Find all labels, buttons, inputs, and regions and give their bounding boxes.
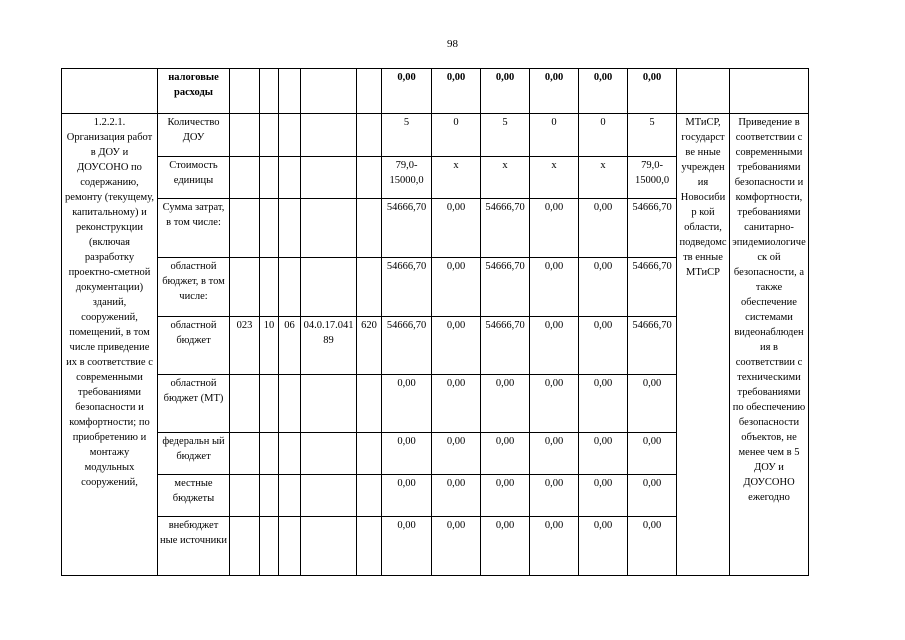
value-cell: 0,00 (628, 375, 677, 433)
value-cell: 54666,70 (481, 258, 530, 317)
value-cell: 0,00 (530, 69, 579, 114)
code-cell (301, 258, 357, 317)
code-cell (301, 114, 357, 157)
code-cell (279, 475, 301, 517)
code-cell (357, 69, 382, 114)
code-cell (301, 69, 357, 114)
value-cell: 0,00 (579, 517, 628, 576)
code-cell (260, 69, 279, 114)
value-cell: 54666,70 (382, 258, 432, 317)
value-cell: 54666,70 (481, 199, 530, 258)
value-cell: 0,00 (382, 375, 432, 433)
value-cell: 0,00 (628, 517, 677, 576)
value-cell: 0,00 (481, 69, 530, 114)
value-cell: 0,00 (579, 199, 628, 258)
code-cell (357, 157, 382, 199)
code-cell (260, 475, 279, 517)
code-cell (301, 199, 357, 258)
value-cell: 0,00 (432, 433, 481, 475)
code-cell (230, 199, 260, 258)
row-label: внебюджет ные источники (158, 517, 230, 576)
tax-expenses-row (62, 69, 905, 114)
code-cell (230, 114, 260, 157)
value-cell: 0,00 (579, 258, 628, 317)
executor-cell: МТиСР, государстве нные учреждения Новосибир кой области, подведомств енные МТиСР (677, 114, 730, 576)
value-cell: 0,00 (530, 517, 579, 576)
value-cell: 0,00 (481, 433, 530, 475)
row-label: областной бюджет (158, 317, 230, 375)
value-cell: 0,00 (530, 375, 579, 433)
code-cell (301, 475, 357, 517)
row-label-tax: налоговые расходы (158, 69, 230, 114)
value-cell: 0,00 (579, 475, 628, 517)
code-cell (279, 199, 301, 258)
value-cell: 54666,70 (628, 199, 677, 258)
code-cell (260, 199, 279, 258)
value-cell: 5 (481, 114, 530, 157)
value-cell: 79,0-15000,0 (382, 157, 432, 199)
code-cell (301, 375, 357, 433)
value-cell: 0,00 (579, 375, 628, 433)
code-cell (279, 69, 301, 114)
code-cell: 620 (357, 317, 382, 375)
value-cell: 0,00 (432, 258, 481, 317)
value-cell: x (432, 157, 481, 199)
code-cell (260, 433, 279, 475)
code-cell (230, 475, 260, 517)
value-cell: 0,00 (432, 517, 481, 576)
code-cell (301, 157, 357, 199)
value-cell: 0,00 (481, 375, 530, 433)
value-cell: 54666,70 (628, 258, 677, 317)
code-cell (357, 433, 382, 475)
code-cell (230, 69, 260, 114)
row-label: Количество ДОУ (158, 114, 230, 157)
code-cell (279, 517, 301, 576)
value-cell: 0,00 (530, 475, 579, 517)
value-cell: 54666,70 (628, 317, 677, 375)
value-cell: 5 (628, 114, 677, 157)
value-cell: 0,00 (382, 475, 432, 517)
value-cell: 79,0-15000,0 (628, 157, 677, 199)
code-cell (230, 375, 260, 433)
empty-cell (730, 69, 809, 114)
value-cell: 0,00 (432, 199, 481, 258)
value-cell: 54666,70 (382, 199, 432, 258)
code-cell (260, 517, 279, 576)
value-cell: 5 (382, 114, 432, 157)
empty-cell (62, 69, 158, 114)
value-cell: 54666,70 (382, 317, 432, 375)
value-cell: 0,00 (530, 317, 579, 375)
value-cell: 0,00 (579, 69, 628, 114)
value-cell: 0,00 (579, 433, 628, 475)
row-label: федеральн ый бюджет (158, 433, 230, 475)
code-cell: 04.0.17.04189 (301, 317, 357, 375)
empty-cell (677, 69, 730, 114)
value-cell: 0,00 (382, 517, 432, 576)
value-cell: 0,00 (530, 258, 579, 317)
value-cell: 0 (432, 114, 481, 157)
code-cell: 023 (230, 317, 260, 375)
value-cell: 0,00 (432, 69, 481, 114)
value-cell: 0,00 (481, 475, 530, 517)
code-cell (357, 114, 382, 157)
value-cell: 0,00 (432, 475, 481, 517)
code-cell (260, 114, 279, 157)
budget-table (61, 68, 905, 576)
value-cell: 0,00 (432, 375, 481, 433)
code-cell (230, 433, 260, 475)
row-label: областной бюджет, в том числе: (158, 258, 230, 317)
value-cell: 0,00 (382, 69, 432, 114)
value-cell: 0 (530, 114, 579, 157)
code-cell: 10 (260, 317, 279, 375)
code-cell (357, 375, 382, 433)
code-cell (357, 199, 382, 258)
code-cell (230, 157, 260, 199)
expected-result-cell: Приведение в соответствии с современными требованиями безопасности и комфортности, требованиями санитарно-эпидемиологическ ой безопасности, а также обеспечение системами видеонаблюдения в соответствии с техническими требованиями по обеспечению безопасности объектов, не менее чем в 5 ДОУ и ДОУСОНО ежегодно (730, 114, 809, 576)
value-cell: x (481, 157, 530, 199)
value-cell: 0 (579, 114, 628, 157)
code-cell (279, 157, 301, 199)
code-cell (279, 375, 301, 433)
code-cell (279, 433, 301, 475)
code-cell (301, 517, 357, 576)
value-cell: 0,00 (530, 199, 579, 258)
value-cell: 0,00 (579, 317, 628, 375)
value-cell: 54666,70 (481, 317, 530, 375)
code-cell (279, 114, 301, 157)
value-cell: 0,00 (628, 433, 677, 475)
row-label: Стоимость единицы (158, 157, 230, 199)
page-number: 98 (447, 38, 458, 50)
value-cell: 0,00 (530, 433, 579, 475)
row-label: областной бюджет (МТ) (158, 375, 230, 433)
code-cell (357, 517, 382, 576)
value-cell: x (579, 157, 628, 199)
value-cell: 0,00 (432, 317, 481, 375)
code-cell (260, 157, 279, 199)
code-cell (230, 517, 260, 576)
code-cell (357, 258, 382, 317)
value-cell: 0,00 (481, 517, 530, 576)
value-cell: 0,00 (628, 69, 677, 114)
value-cell: x (530, 157, 579, 199)
code-cell (260, 258, 279, 317)
code-cell (301, 433, 357, 475)
code-cell: 06 (279, 317, 301, 375)
value-cell: 0,00 (628, 475, 677, 517)
code-cell (357, 475, 382, 517)
table-row (62, 114, 905, 157)
row-label: Сумма затрат, в том числе: (158, 199, 230, 258)
code-cell (230, 258, 260, 317)
measure-title-cell: 1.2.2.1. Организация работ в ДОУ и ДОУСОНО по содержанию, ремонту (текущему, капитальному) и реконструкции (включая разработку проектно-сметной документации) зданий, сооружений, помещений, в том числе приведение их в соответствие с современными требованиями безопасности и комфортности; по приобретению и монтажу модульных сооружений, (62, 114, 158, 576)
code-cell (260, 375, 279, 433)
value-cell: 0,00 (382, 433, 432, 475)
row-label: местные бюджеты (158, 475, 230, 517)
code-cell (279, 258, 301, 317)
